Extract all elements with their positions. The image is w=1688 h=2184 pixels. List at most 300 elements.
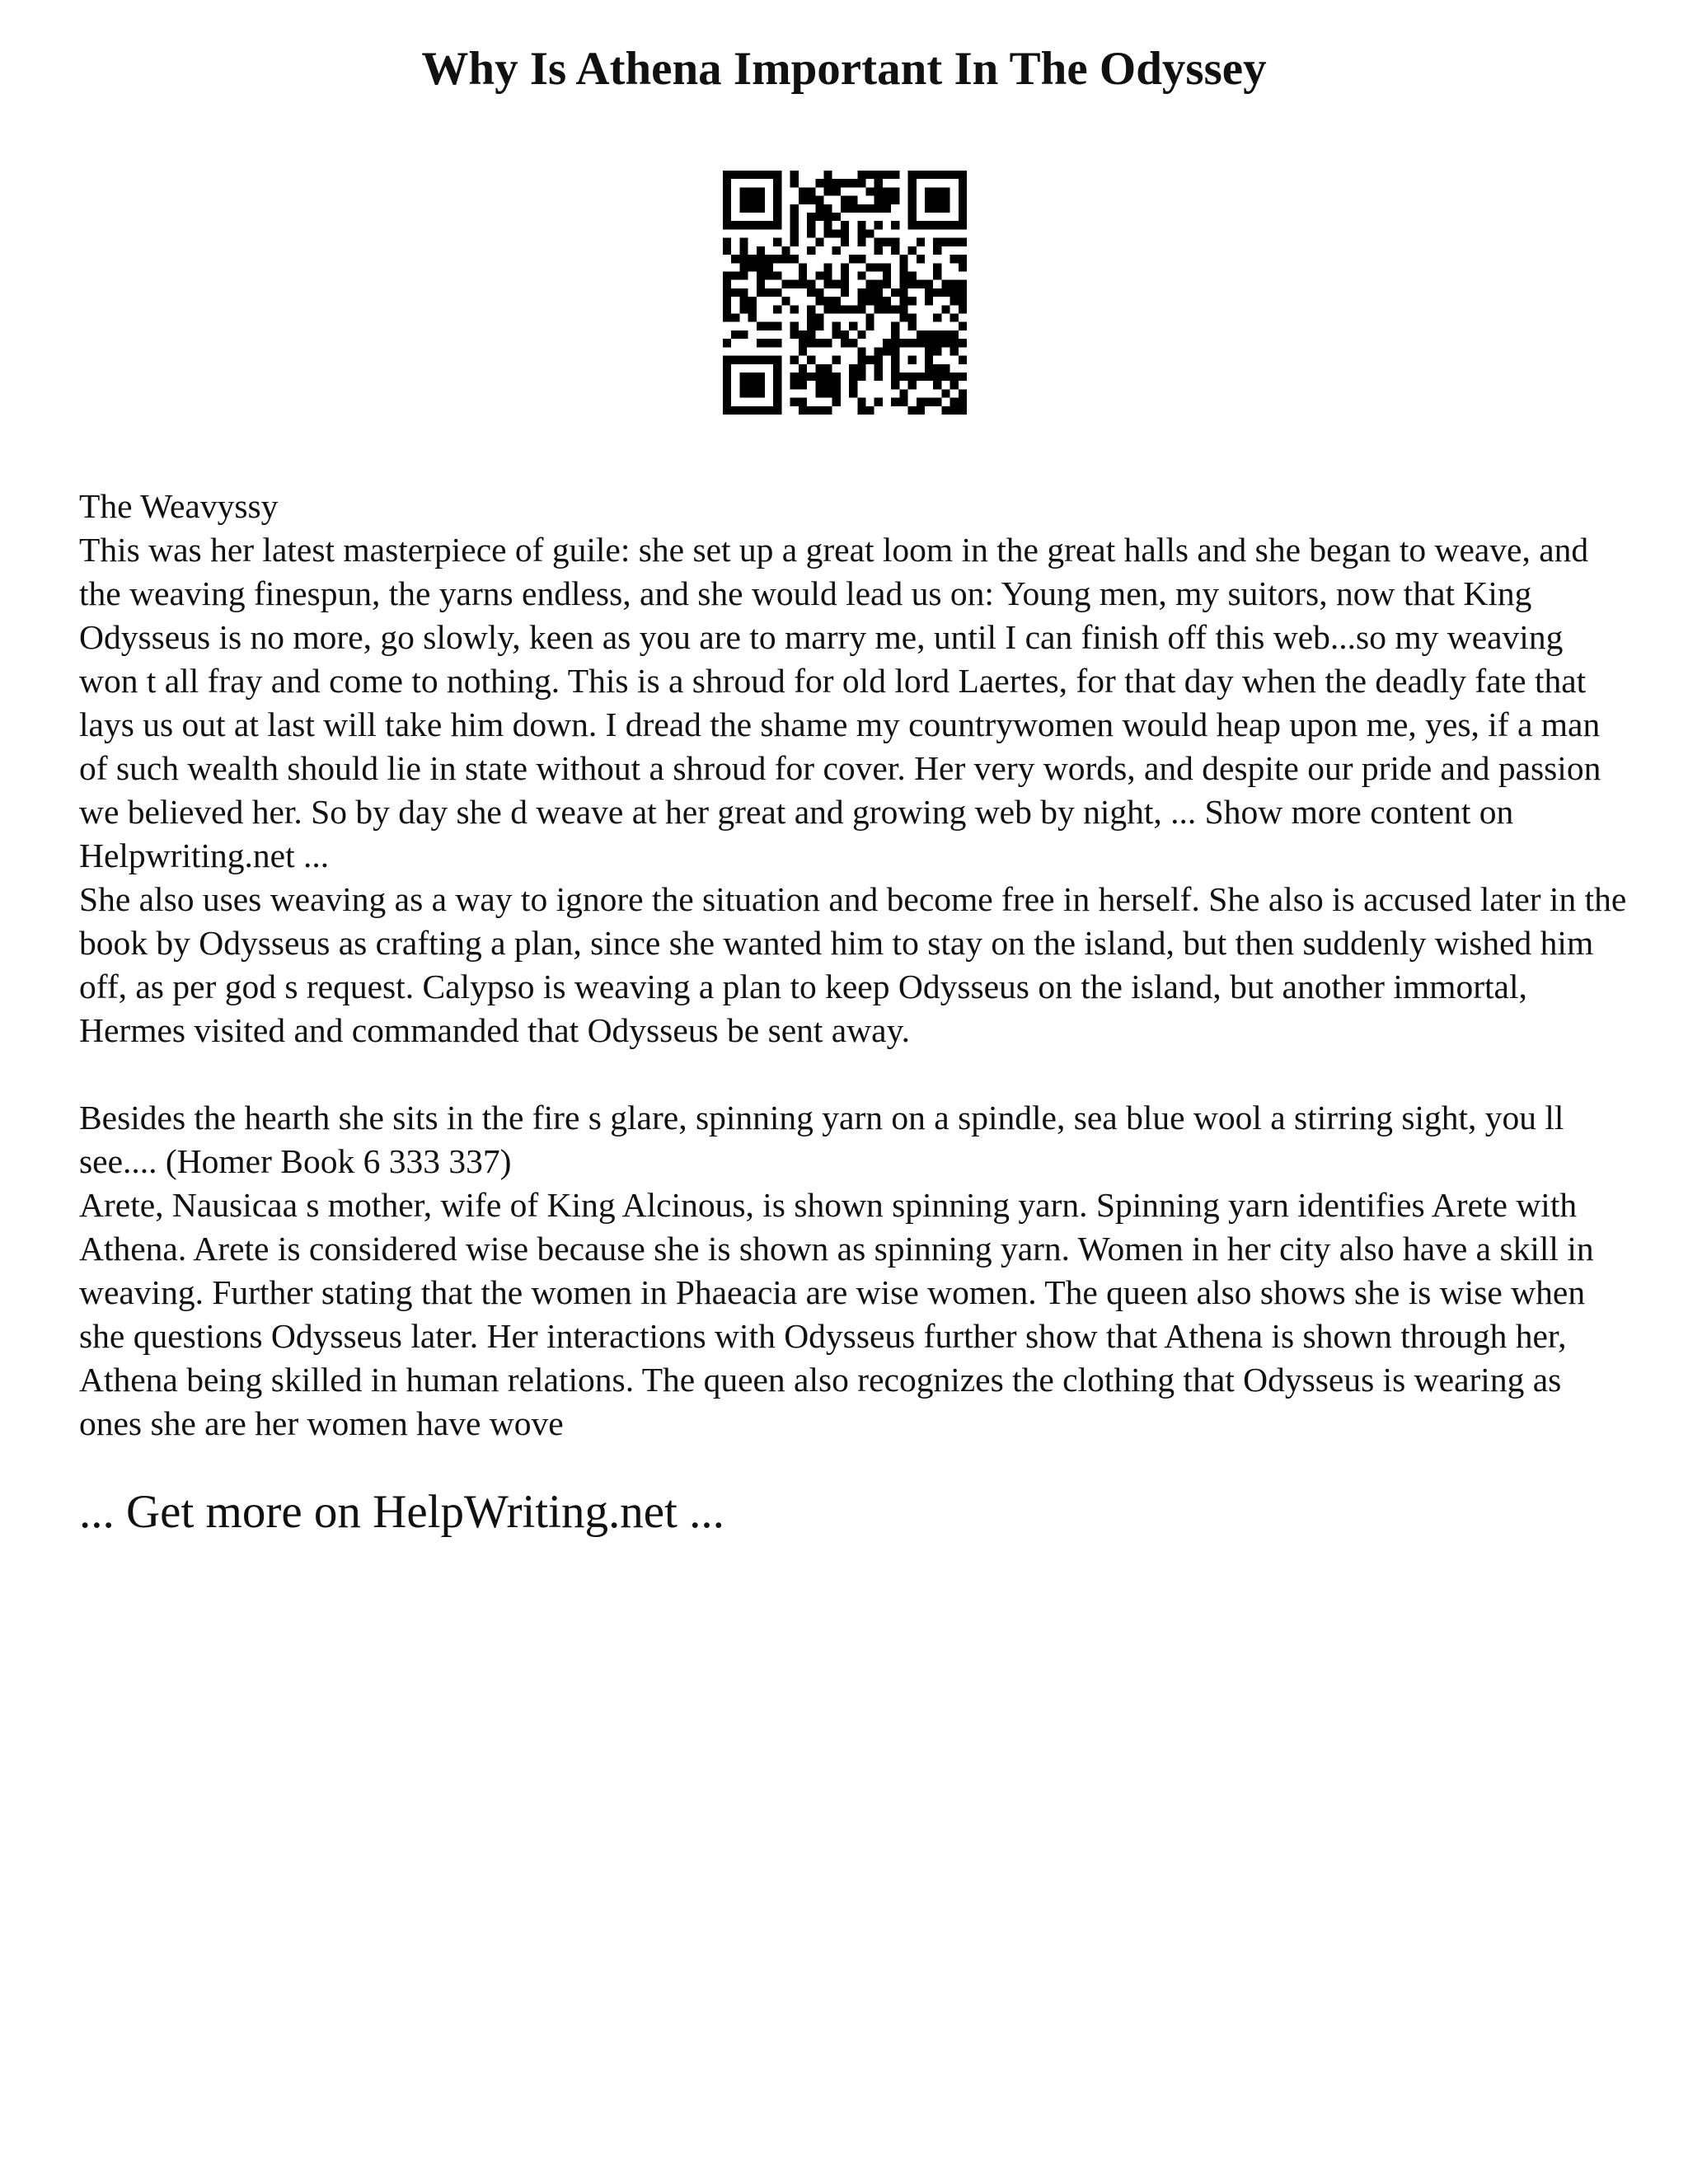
qr-module (908, 213, 917, 221)
qr-module (790, 229, 799, 237)
qr-module (841, 305, 849, 313)
more-link[interactable]: ... Get more on HelpWriting.net ... (79, 1486, 724, 1538)
qr-module (950, 330, 959, 339)
qr-module (908, 297, 917, 305)
qr-module (773, 406, 781, 415)
qr-module (908, 179, 917, 187)
qr-module (874, 204, 883, 213)
qr-module (823, 305, 832, 313)
qr-module (917, 280, 925, 288)
qr-module (941, 406, 950, 415)
qr-module (815, 271, 823, 279)
section-heading: The Weavyssy (79, 487, 279, 525)
qr-module (874, 288, 883, 297)
qr-module (959, 221, 967, 229)
qr-module (925, 330, 933, 339)
qr-module (874, 238, 883, 246)
qr-module (849, 204, 857, 213)
qr-module (815, 288, 823, 297)
qr-module (773, 171, 781, 179)
qr-module (849, 339, 857, 347)
qr-module (925, 364, 933, 373)
qr-module (899, 263, 907, 271)
qr-module (832, 389, 841, 397)
qr-module (773, 398, 781, 406)
qr-module (917, 255, 925, 263)
qr-module (950, 171, 959, 179)
qr-module (757, 339, 765, 347)
qr-module (891, 322, 899, 330)
qr-module (841, 271, 849, 279)
qr-module (765, 171, 773, 179)
qr-module (748, 221, 757, 229)
qr-module (823, 389, 832, 397)
qr-module (941, 364, 950, 373)
qr-module (807, 221, 815, 229)
qr-module (941, 330, 950, 339)
qr-module (790, 373, 799, 381)
qr-module (917, 238, 925, 246)
qr-module (950, 347, 959, 355)
qr-module (757, 171, 765, 179)
qr-module (799, 373, 807, 381)
qr-module (731, 406, 739, 415)
qr-module (883, 238, 891, 246)
qr-module (866, 322, 874, 330)
qr-module (832, 322, 841, 330)
qr-module (917, 398, 925, 406)
qr-module (790, 221, 799, 229)
qr-module (739, 196, 748, 204)
qr-module (908, 246, 917, 255)
qr-module (807, 305, 815, 313)
qr-module (883, 271, 891, 279)
qr-module (917, 171, 925, 179)
qr-module (883, 347, 891, 355)
qr-module (874, 356, 883, 364)
qr-module (731, 356, 739, 364)
qr-module (941, 389, 950, 397)
qr-module (933, 398, 941, 406)
qr-module (941, 280, 950, 288)
qr-module (959, 356, 967, 364)
qr-module (883, 171, 891, 179)
qr-module (823, 204, 832, 213)
qr-module (950, 280, 959, 288)
qr-module (748, 373, 757, 381)
qr-module (866, 171, 874, 179)
qr-module (765, 406, 773, 415)
qr-module (950, 373, 959, 381)
qr-module (883, 305, 891, 313)
qr-module (773, 187, 781, 195)
qr-module (908, 187, 917, 195)
qr-module (849, 196, 857, 204)
qr-module (781, 297, 790, 305)
qr-module (950, 398, 959, 406)
qr-module (941, 204, 950, 213)
qr-module (874, 187, 883, 195)
qr-module (799, 280, 807, 288)
qr-module (874, 263, 883, 271)
qr-module (757, 187, 765, 195)
qr-module (815, 204, 823, 213)
qr-module (790, 305, 799, 313)
qr-module (925, 221, 933, 229)
qr-module (941, 288, 950, 297)
qr-module (866, 187, 874, 195)
qr-module (941, 171, 950, 179)
qr-module (857, 221, 865, 229)
qr-module (773, 255, 781, 263)
qr-module (757, 271, 765, 279)
qr-module (807, 187, 815, 195)
qr-module (739, 204, 748, 213)
qr-module (857, 356, 865, 364)
qr-module (832, 373, 841, 381)
qr-module (757, 389, 765, 397)
qr-module (857, 288, 865, 297)
qr-module (807, 196, 815, 204)
qr-module (933, 171, 941, 179)
qr-module (823, 297, 832, 305)
qr-module (849, 305, 857, 313)
qr-module (857, 229, 865, 237)
qr-module (723, 297, 731, 305)
qr-module (874, 179, 883, 187)
qr-module (841, 221, 849, 229)
qr-module (933, 271, 941, 279)
qr-module (807, 288, 815, 297)
qr-module (731, 314, 739, 322)
qr-module (739, 246, 748, 255)
qr-module (832, 280, 841, 288)
qr-module (823, 171, 832, 179)
qr-module (723, 171, 731, 179)
qr-module (832, 381, 841, 389)
qr-module (815, 373, 823, 381)
qr-module (891, 196, 899, 204)
qr-module (823, 280, 832, 288)
qr-module (933, 196, 941, 204)
qr-module (739, 389, 748, 397)
qr-module (799, 339, 807, 347)
qr-module (823, 263, 832, 271)
qr-module (849, 389, 857, 397)
qr-module (799, 187, 807, 195)
qr-module (883, 297, 891, 305)
qr-module (723, 179, 731, 187)
qr-module (765, 255, 773, 263)
qr-module (899, 255, 907, 263)
qr-module (757, 406, 765, 415)
qr-module (739, 288, 748, 297)
qr-module (891, 221, 899, 229)
qr-module (950, 238, 959, 246)
qr-module (739, 171, 748, 179)
page-title: Why Is Athena Important In The Odyssey (421, 43, 1267, 95)
qr-module (739, 221, 748, 229)
qr-module (959, 263, 967, 271)
qr-module (841, 263, 849, 271)
qr-module (857, 204, 865, 213)
qr-module (899, 339, 907, 347)
qr-module (857, 398, 865, 406)
qr-module (731, 288, 739, 297)
qr-module (933, 381, 941, 389)
qr-module (841, 330, 849, 339)
qr-module (790, 204, 799, 213)
qr-module (765, 339, 773, 347)
qr-module (866, 263, 874, 271)
qr-module (748, 204, 757, 213)
qr-module (807, 330, 815, 339)
qr-module (832, 229, 841, 237)
qr-module (925, 171, 933, 179)
qr-module (883, 196, 891, 204)
qr-module (748, 389, 757, 397)
qr-module (933, 373, 941, 381)
qr-module (739, 356, 748, 364)
qr-module (765, 221, 773, 229)
qr-module (908, 356, 917, 364)
qr-module (815, 339, 823, 347)
qr-module (941, 238, 950, 246)
qr-module (857, 238, 865, 246)
qr-module (790, 179, 799, 187)
qr-module (941, 373, 950, 381)
qr-module (799, 196, 807, 204)
qr-module (908, 204, 917, 213)
qr-module (773, 364, 781, 373)
qr-module (849, 373, 857, 381)
qr-module (866, 297, 874, 305)
qr-module (841, 288, 849, 297)
qr-module (807, 280, 815, 288)
qr-module (857, 171, 865, 179)
qr-module (723, 204, 731, 213)
qr-module (899, 314, 907, 322)
qr-module (933, 330, 941, 339)
qr-module (933, 339, 941, 347)
qr-module (941, 221, 950, 229)
qr-module (790, 213, 799, 221)
qr-module (933, 246, 941, 255)
qr-module (941, 196, 950, 204)
qr-module (807, 339, 815, 347)
qr-module (908, 339, 917, 347)
qr-module (883, 187, 891, 195)
qr-module (790, 280, 799, 288)
qr-module (781, 246, 790, 255)
qr-module (899, 373, 907, 381)
qr-module (832, 398, 841, 406)
qr-module (857, 255, 865, 263)
qr-module (773, 196, 781, 204)
qr-module (874, 171, 883, 179)
qr-module (832, 356, 841, 364)
qr-module (723, 187, 731, 195)
qr-module (925, 196, 933, 204)
qr-module (757, 255, 765, 263)
qr-module (807, 213, 815, 221)
qr-module (959, 280, 967, 288)
qr-module (815, 213, 823, 221)
qr-module (823, 179, 832, 187)
qr-module (815, 389, 823, 397)
qr-module (823, 339, 832, 347)
qr-module (866, 356, 874, 364)
qr-module (773, 356, 781, 364)
qr-module (773, 213, 781, 221)
qr-module (891, 364, 899, 373)
qr-module (723, 213, 731, 221)
qr-module (950, 255, 959, 263)
article-body (79, 485, 1629, 1446)
qr-module (765, 263, 773, 271)
qr-module (731, 255, 739, 263)
qr-module (959, 171, 967, 179)
qr-module (933, 288, 941, 297)
qr-module (823, 187, 832, 195)
qr-module (773, 271, 781, 279)
qr-module (874, 246, 883, 255)
qr-module (908, 271, 917, 279)
qr-module (823, 364, 832, 373)
qr-module (925, 347, 933, 355)
qr-module (765, 356, 773, 364)
qr-module (899, 288, 907, 297)
qr-module (832, 330, 841, 339)
qr-module (807, 373, 815, 381)
qr-module (959, 238, 967, 246)
qr-module (739, 238, 748, 246)
qr-module (866, 204, 874, 213)
qr-module (823, 229, 832, 237)
qr-module (748, 305, 757, 313)
qr-module (891, 288, 899, 297)
qr-module (917, 330, 925, 339)
qr-module (723, 381, 731, 389)
qr-module (799, 330, 807, 339)
qr-module (832, 297, 841, 305)
qr-module (874, 297, 883, 305)
qr-module (790, 255, 799, 263)
qr-module (866, 229, 874, 237)
qr-module (723, 373, 731, 381)
qr-module (815, 364, 823, 373)
qr-module (874, 347, 883, 355)
paragraph-gap (79, 1052, 1629, 1096)
qr-module (841, 339, 849, 347)
qr-module (849, 255, 857, 263)
qr-module (950, 221, 959, 229)
qr-module (823, 406, 832, 415)
qr-module (731, 221, 739, 229)
qr-module (883, 263, 891, 271)
qr-module (933, 204, 941, 213)
qr-module (959, 187, 967, 195)
qr-module (841, 238, 849, 246)
qr-module (739, 263, 748, 271)
qr-module (815, 297, 823, 305)
qr-module (891, 171, 899, 179)
qr-module (959, 297, 967, 305)
qr-module (748, 406, 757, 415)
qr-module (739, 187, 748, 195)
qr-module (950, 314, 959, 322)
qr-module (908, 322, 917, 330)
qr-module (773, 373, 781, 381)
qr-module (950, 406, 959, 415)
qr-module (874, 398, 883, 406)
qr-module (959, 322, 967, 330)
qr-module (807, 322, 815, 330)
qr-module (815, 179, 823, 187)
qr-module (723, 280, 731, 288)
qr-module (807, 406, 815, 415)
qr-module (874, 305, 883, 313)
qr-module (891, 373, 899, 381)
qr-module (723, 305, 731, 313)
qr-module (757, 263, 765, 271)
qr-module (773, 238, 781, 246)
qr-module (773, 221, 781, 229)
qr-module (765, 322, 773, 330)
qr-module (866, 314, 874, 322)
qr-module (815, 238, 823, 246)
qr-module (790, 238, 799, 246)
qr-module (823, 221, 832, 229)
qr-module (933, 263, 941, 271)
qr-module (933, 364, 941, 373)
qr-module (723, 406, 731, 415)
qr-module (723, 398, 731, 406)
qr-module (841, 179, 849, 187)
qr-module (908, 196, 917, 204)
qr-module (757, 196, 765, 204)
qr-module (748, 297, 757, 305)
qr-module (891, 330, 899, 339)
qr-module (739, 297, 748, 305)
qr-module (933, 347, 941, 355)
qr-module (723, 196, 731, 204)
qr-module (883, 339, 891, 347)
qr-module (832, 305, 841, 313)
qr-module (959, 406, 967, 415)
qr-module (917, 221, 925, 229)
qr-module (723, 364, 731, 373)
qr-module (815, 322, 823, 330)
qr-module (799, 381, 807, 389)
body-paragraph: Arete, Nausicaa s mother, wife of King Alcinous, is shown spinning yarn. Spinning yarn identifies Arete with Athena. Arete is considered wise because she is shown as spinning yarn. Women in her city also have a skill in weaving. Further stating that the women in Phaeacia are wise women. The queen also shows she is wise when she questions Odysseus later. Her interactions with Odysseus further show that Athena is shown through her, Athena being skilled in human relations. The queen also recognizes the clothing that Odysseus is wearing as ones she are her women have wove (79, 1186, 1594, 1442)
qr-module (799, 271, 807, 279)
qr-module (933, 314, 941, 322)
qr-module (933, 221, 941, 229)
qr-module (908, 171, 917, 179)
qr-module (841, 204, 849, 213)
qr-module (857, 373, 865, 381)
qr-module (849, 364, 857, 373)
qr-module (757, 373, 765, 381)
qr-module (723, 314, 731, 322)
qr-module (899, 305, 907, 313)
qr-module (799, 406, 807, 415)
qr-module (899, 398, 907, 406)
qr-module (874, 373, 883, 381)
qr-module (731, 330, 739, 339)
qr-code[interactable] (723, 171, 967, 415)
